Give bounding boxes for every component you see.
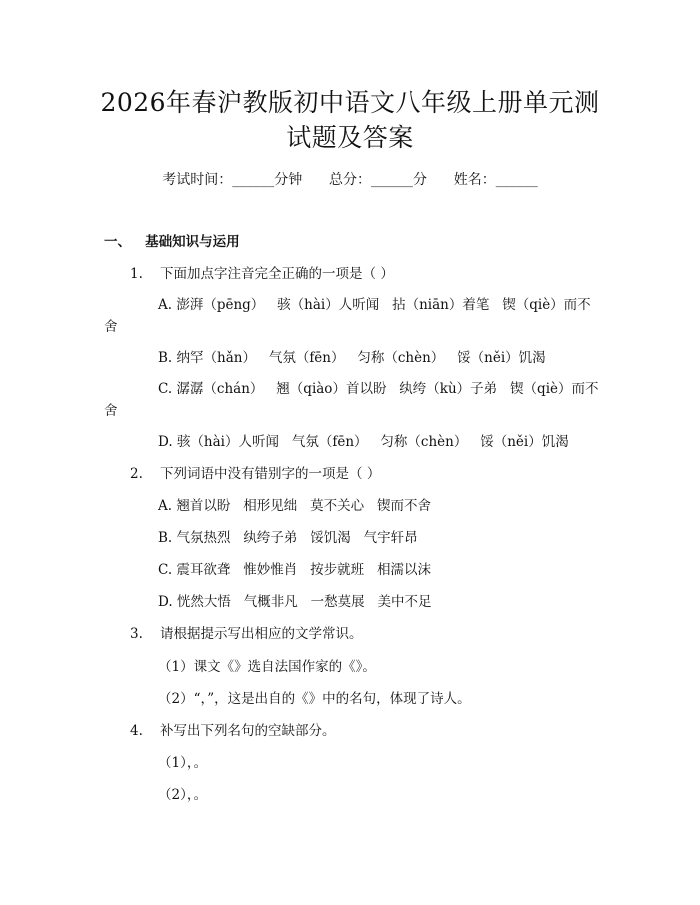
question-1-option-c: C. 潺潺（chán） 翘（qiào）首以盼 纨绔（kù）子弟 锲（qiè）而不 [158,381,599,397]
section-heading: 一、 基础知识与运用 [104,234,240,250]
document-title-line-2: 试题及答案 [286,123,414,152]
question-3-sub-2: （2）“，”，这是出自的《》中的名句，体现了诗人。 [158,691,471,707]
question-4-sub-1: （1），。 [158,755,208,771]
question-4-stem: 4. 补写出下列名句的空缺部分。 [130,723,336,739]
question-1-option-d: D. 骇（hài）人听闻 气氛（fēn） 匀称（chèn） 馁（něi）饥渴 [158,434,569,450]
question-1-stem: 1. 下面加点字注音完全正确的一项是（ ） [130,266,394,282]
question-2-option-c: C. 震耳欲聋 惟妙惟肖 按步就班 相濡以沫 [158,562,432,578]
document-title-line-1: 2026年春沪教版初中语文八年级上册单元测 [100,88,600,117]
question-2-option-a: A. 翘首以盼 相形见绌 莫不关心 锲而不舍 [158,498,431,514]
question-1-option-a-wrap: 舍 [104,319,118,335]
question-3-stem: 3. 请根据提示写出相应的文学常识。 [130,626,363,642]
question-2-option-d: D. 恍然大悟 气概非凡 一愁莫展 美中不足 [158,594,432,610]
question-4-sub-2: （2），。 [158,787,208,803]
question-3-sub-1: （1）课文《》选自法国作家的《》。 [158,659,376,675]
exam-info-line: 考试时间：______分钟 总分：______分 姓名：______ [162,172,538,188]
question-1-option-a: A. 澎湃（pēng） 骇（hài）人听闻 拈（niān）着笔 锲（qiè）而不 [158,297,591,313]
question-2-option-b: B. 气氛热烈 纨绔子弟 馁饥渴 气宇轩昂 [158,530,418,546]
question-2-stem: 2. 下列词语中没有错别字的一项是（ ） [130,466,381,482]
question-1-option-c-wrap: 舍 [104,403,118,419]
question-1-option-b: B. 纳罕（hǎn） 气氛（fēn） 匀称（chèn） 馁（něi）饥渴 [158,350,546,366]
